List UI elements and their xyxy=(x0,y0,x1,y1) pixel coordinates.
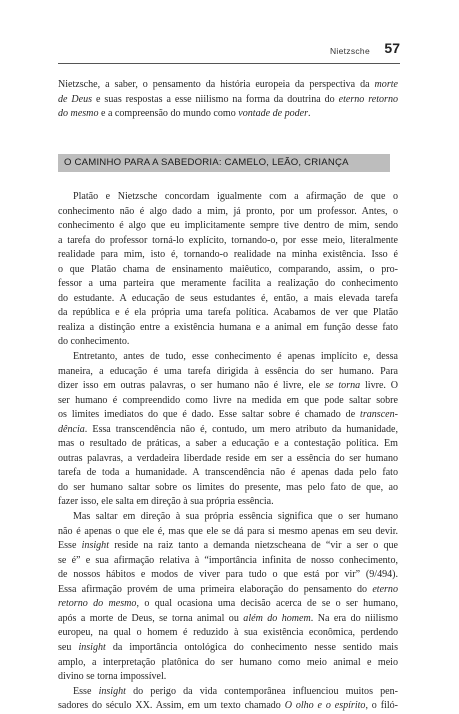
text-line: outras palavras, a verdadeira liberdade reside em ser a essência do ser humano xyxy=(58,452,398,464)
text-line: europeu, na qual o homem é reduzido à sua existência econômica, perdendo xyxy=(58,627,398,639)
text-line: conhecimento não é algo dado a mim, já pronto, por um professor. Antes, o xyxy=(58,205,398,217)
text-line: após a morte de Deus, se torna animal ou além do homem. Na era do niilismo xyxy=(58,612,398,624)
text-line: Entretanto, antes de tudo, esse conhecimento é apenas implícito e, dessa xyxy=(73,351,398,363)
paragraph-1 xyxy=(58,190,398,350)
text-line: Mas saltar em direção à sua própria essência significa que o ser humano xyxy=(73,511,398,523)
page-number: 57 xyxy=(384,40,400,56)
text-line: conhecimento é algo que eu implicitamente sempre tive dentro de mim, sendo xyxy=(58,220,398,232)
text-line: dizer isso em outras palavras, o ser humano não é livre, ele se torna livre. O xyxy=(58,380,398,392)
text-line: se é” e sua afirmação relativa à “importância infinita de nosso conhecimento, xyxy=(58,554,398,566)
paragraph-3 xyxy=(58,510,398,685)
text-line: do ser humano saltar sobre os limites do presente, mas pelo fato de que, ao xyxy=(58,481,398,493)
text-line: de Deus e suas respostas a esse niilismo na forma da doutrina do eterno retorno xyxy=(58,93,398,105)
text-line: de nossos hábitos e modos de viver para tudo o que está por vir” (9/494). xyxy=(58,569,398,581)
text-line: ser humano é compreendido como livre na medida em que pode saltar sobre xyxy=(58,394,398,406)
text-line: mas o resultado de práticas, a saber a educação e a contestação política. Em xyxy=(58,438,398,450)
text-line: do estudante. A educação de seus estudantes é, então, a mais elevada tarefa xyxy=(58,292,398,304)
text-line: dência. Essa transcendência não é, contudo, um mero atributo da humanidade, xyxy=(58,423,398,435)
chapter-title: Nietzsche xyxy=(329,46,370,56)
text-line: retorno do mesmo, o qual ocasiona uma decisão acerca de se o ser humano, xyxy=(58,598,398,610)
text-line: fessor a uma parteira que meramente facilita a realização do conhecimento xyxy=(58,278,398,290)
text-line: Nietzsche, a saber, o pensamento da história europeia da perspectiva da morte xyxy=(58,79,398,90)
text-line: amplo, a interpretação platônica do ser humano como meio animal e meio xyxy=(58,656,398,668)
body-text xyxy=(58,190,398,714)
text-line: Esse insight do perigo da vida contemporânea influenciou muitos pen- xyxy=(73,685,398,697)
text-line: Esse insight reside na raiz tanto a demanda nietzscheana de “vir a ser o que xyxy=(58,540,398,552)
text-line: Essa afirmação provém de uma primeira elaboração do pensamento do eterno xyxy=(58,583,398,595)
text-line: os limites imediatos do que é dado. Esse saltar sobre é chamado de transcen- xyxy=(58,409,398,421)
text-line: não é apenas o que ele é, mas que ele se dá para si mesmo apenas em seu devir. xyxy=(58,525,398,537)
header-rule xyxy=(58,63,400,64)
section-title: O CAMINHO PARA A SABEDORIA: CAMELO, LEÃO, CRIANÇA xyxy=(64,157,349,168)
text-line: do conhecimento. xyxy=(58,336,130,348)
text-line: da república e é ela própria uma tarefa política. Acabamos de ver que Platão xyxy=(58,307,398,319)
text-line: do mesmo e a compreensão do mundo como vontade de poder. xyxy=(58,108,311,120)
text-line: seu insight da importância ontológica do conhecimento nesse sentido mais xyxy=(58,641,398,653)
section-heading-bar xyxy=(58,154,390,172)
text-line: sadores do século XX. Assim, em um texto chamado O olho e o espírito, o filó- xyxy=(58,700,398,712)
text-line: realiza a distinção entre a existência humana e a animal em função desse fato xyxy=(58,321,398,333)
text-line: realidade para mim, isto é, tornando-o realidade na minha existência. Isso é xyxy=(58,249,398,261)
text-line: divino se torna impossível. xyxy=(58,671,167,683)
text-line: tarefa de toda a humanidade. A transcendência não é apenas dada pelo fato xyxy=(58,467,398,479)
running-header xyxy=(58,40,400,62)
paragraph-2 xyxy=(58,350,398,510)
text-line: fazer isso, ele salta em direção à sua própria essência. xyxy=(58,496,274,508)
text-line: a tarefa do professor torná-lo explícito, tornando-o, por esse meio, literalmente xyxy=(58,234,398,246)
text-line: o que Platão chama de ensinamento maiêutico, comparando, assim, o pro- xyxy=(58,263,398,275)
paragraph-4 xyxy=(58,685,398,714)
text-line: maneira, a educação é uma tarefa dirigida à essência do ser humano. Para xyxy=(58,365,398,377)
text-line: Platão e Nietzsche concordam igualmente com a afirmação de que o xyxy=(73,191,398,202)
intro-paragraph xyxy=(58,78,398,122)
